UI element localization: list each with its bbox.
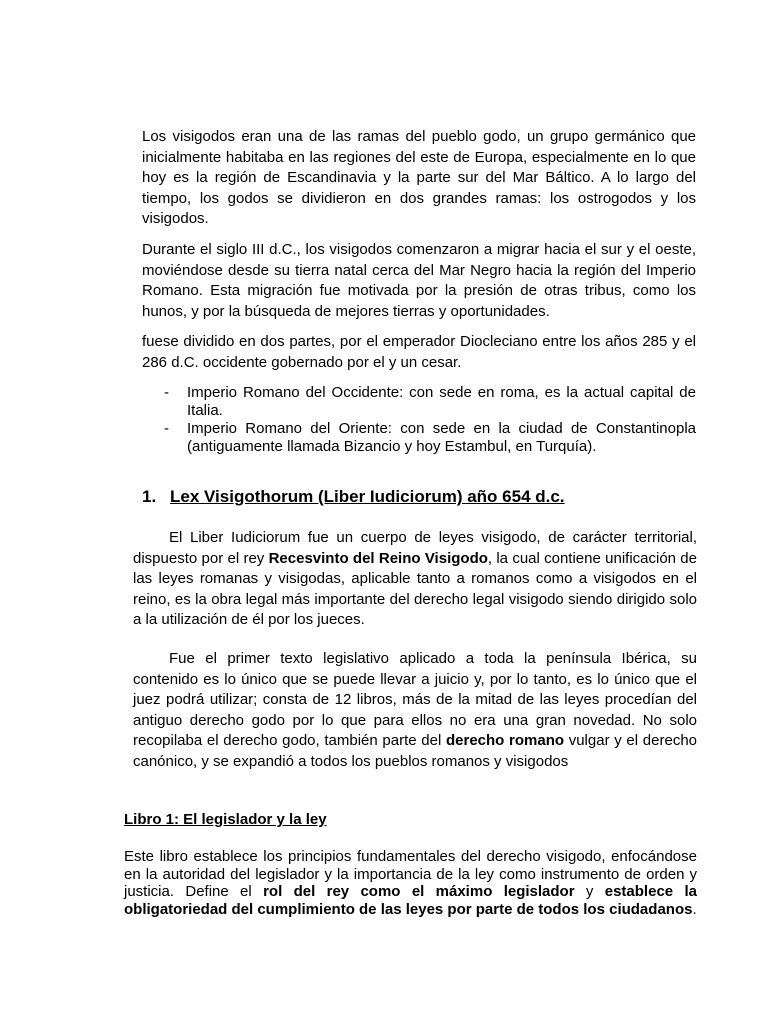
text-run: Este libro establece los principios fundamentales del derecho visigodo, enfocándose en la autoridad del legislador y la importancia de la ley como instrumento de orden y justicia. Define el (124, 848, 697, 900)
bold-text-run: Recesvinto del Reino Visigodo (268, 549, 488, 567)
text-run: Fue el primer texto legislativo aplicado a toda la península Ibérica, su contenido es lo único que se puede llevar a juicio y, por lo tanto, es lo único que el juez podrá utilizar; consta de 12 libros, más de la mitad de las leyes procedían del antiguo derecho godo por lo que para ellos no era una gran novedad. No solo recopilaba el derecho godo, también parte del (133, 650, 697, 749)
text-run: . (692, 900, 697, 918)
list-item (142, 420, 696, 456)
paragraph-libro-1 (124, 848, 697, 918)
text-run: El Liber Iudiciorum fue un cuerpo de leyes visigodo, de carácter territorial, dispuesto por el rey (133, 529, 697, 567)
section-title: Lex Visigothorum (Liber Iudiciorum) año 654 d.c. (170, 487, 565, 506)
paragraph-division-imperio: fuese dividido en dos partes, por el emperador Diocleciano entre los años 285 y el 286 d.C. occidente gobernado por el y un cesar. (142, 333, 696, 371)
section-number: 1. (142, 487, 157, 506)
section-heading (142, 487, 702, 507)
subheading-libro-1: Libro 1: El legislador y la ley (124, 811, 327, 828)
list-item (142, 384, 696, 420)
bold-text-run: establece la obligatoriedad del cumplimiento de las leyes por parte de todos los ciudadanos (124, 883, 697, 918)
dash-marker: - (164, 420, 169, 437)
paragraph-visigodos-origen: Los visigodos eran una de las ramas del pueblo godo, un grupo germánico que inicialmente habitaba en las regiones del este de Europa, especialmente en lo que hoy es la región de Escandinavia y la parte sur del Mar Báltico. A lo largo del tiempo, los godos se dividieron en dos grandes ramas: los ostrogodos y los visigodos. (142, 128, 696, 227)
paragraph-liber-iudiciorum (133, 528, 697, 631)
text-run: y (574, 883, 605, 900)
bold-text-run: rol del rey como el máximo legislador (263, 883, 575, 900)
dash-marker: - (164, 384, 169, 401)
paragraph-primer-texto (133, 649, 697, 772)
text-run: , la cual contiene unificación de las leyes romanas y visigodas, aplicable tanto a romanos como a visigodos en el reino, es la obra legal más importante del derecho legal visigodo siendo dirigido solo a la utilización de él por los jueces. (133, 549, 697, 628)
paragraph-migracion: Durante el siglo III d.C., los visigodos comenzaron a migrar hacia el sur y el oeste, moviéndose desde su tierra natal cerca del Mar Negro hacia la región del Imperio Romano. Esta migración fue motivada por la presión de otras tribus, como los hunos, y por la búsqueda de mejores tierras y oportunidades. (142, 241, 696, 320)
list-item-text: Imperio Romano del Occidente: con sede en roma, es la actual capital de Italia. (187, 384, 696, 419)
text-run: vulgar y el derecho canónico, y se expandió a todos los pueblos romanos y visigodos (133, 732, 697, 770)
list-item-text: Imperio Romano del Oriente: con sede en la ciudad de Constantinopla (antiguamente llamada Bizancio y hoy Estambul, en Turquía). (187, 420, 696, 455)
bold-text-run: derecho romano (445, 732, 565, 749)
bullet-list-imperios (142, 384, 696, 456)
